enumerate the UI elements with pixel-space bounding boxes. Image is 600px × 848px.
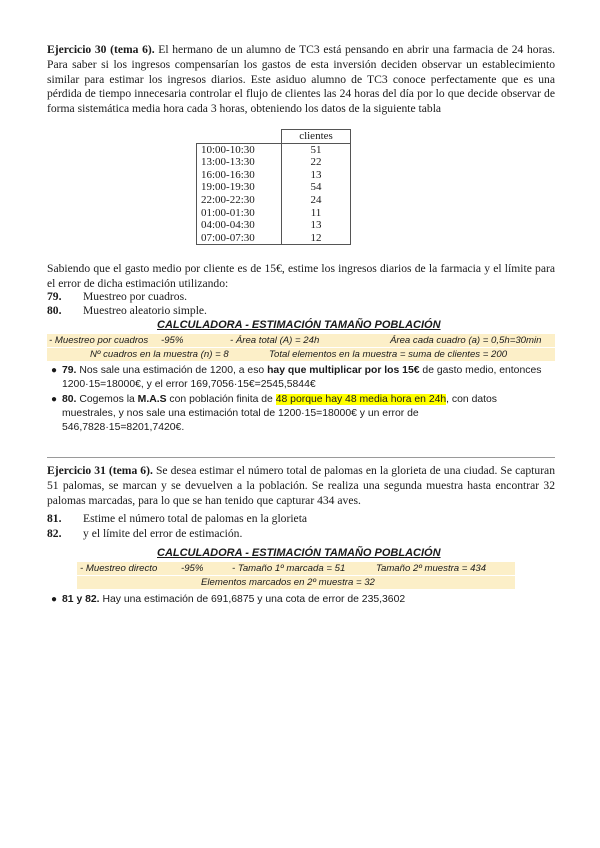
exercise-30-text: El hermano de un alumno de TC3 está pensando en abrir una farmacia de 24 horas. Para saber si los ingresos compensarían los gastos de esta inversión deciden observar un establecimiento similar para estimar los ingresos diarios. Este asiduo alumno de TC3 conoce perfectamente que es una pérdida de tiempo innecesaria controlar el flujo de clientes las 24 horas del día por lo que decide observar de forma sistemática media hora cada 3 horas, obteniendo los datos de la siguiente tabla <box>47 43 555 116</box>
answer-81-82 <box>51 593 542 607</box>
time-cell: 16:00-16:30 <box>197 169 282 182</box>
calc-setting: Tamaño 2º muestra = 434 <box>376 563 487 574</box>
item-text: Estime el número total de palomas en la glorieta <box>83 512 308 525</box>
item-number: 81. <box>47 512 62 525</box>
value-cell: 22 <box>282 156 351 169</box>
time-cell: 10:00-10:30 <box>197 143 282 156</box>
answer-number: 81 y 82. <box>62 594 100 605</box>
time-cell: 01:00-01:30 <box>197 207 282 220</box>
exercise-31-heading: Ejercicio 31 (tema 6). <box>47 464 153 477</box>
bullet-icon: ● <box>51 365 58 376</box>
table-header-clientes: clientes <box>282 130 351 144</box>
list-item-82 <box>47 527 242 541</box>
time-cell: 22:00-22:30 <box>197 194 282 207</box>
bullet-icon: ● <box>51 594 58 605</box>
list-item-79 <box>47 290 187 304</box>
table-row <box>197 181 351 194</box>
exercise-31-statement <box>47 464 555 508</box>
value-cell: 11 <box>282 207 351 220</box>
calculator-title-31: CALCULADORA - ESTIMACIÓN TAMAÑO POBLACIÓN <box>157 547 441 559</box>
answer-80 <box>51 393 542 436</box>
calc-setting: Área cada cuadro (a) = 0,5h=30min <box>390 335 542 346</box>
answer-number: 80. <box>62 394 77 405</box>
value-cell: 13 <box>282 169 351 182</box>
calculator-settings-line-2 <box>77 576 515 589</box>
item-number: 82. <box>47 527 62 540</box>
time-cell: 13:00-13:30 <box>197 156 282 169</box>
answer-text: Cogemos la <box>76 394 138 405</box>
calc-setting: Nº cuadros en la muestra (n) = 8 <box>90 349 229 360</box>
calc-setting: - Área total (A) = 24h <box>230 335 320 346</box>
calc-setting: Elementos marcados en 2º muestra = 32 <box>201 577 375 588</box>
calculator-settings-line-1 <box>77 562 515 575</box>
list-item-81 <box>47 512 307 526</box>
value-cell: 54 <box>282 181 351 194</box>
table-row <box>197 169 351 182</box>
calc-setting: Total elementos en la muestra = suma de clientes = 200 <box>269 349 508 360</box>
clients-table <box>196 129 351 245</box>
answer-text: Hay una estimación de 691,6875 y una cota de error de 235,3602 <box>99 594 406 605</box>
item-text: Muestreo aleatorio simple. <box>83 304 207 317</box>
calc-setting: - Muestreo por cuadros <box>49 335 149 346</box>
bullet-icon: ● <box>51 394 58 405</box>
value-cell: 24 <box>282 194 351 207</box>
item-number: 79. <box>47 290 62 303</box>
table-row <box>197 207 351 220</box>
calc-setting: - Muestreo directo <box>80 563 158 574</box>
calculator-settings-line-2 <box>47 348 555 361</box>
answer-79 <box>51 364 542 392</box>
table-corner <box>197 130 282 144</box>
answer-text: Nos sale una estimación de 1200, a eso <box>76 365 268 376</box>
exercise-31-text: Se desea estimar el número total de palomas en la glorieta de una ciudad. Se capturan 51 palomas, se marcan y se devuelven a la población. Se realiza una segunda muestra hasta encontrar 32 palomas marcadas, para lo que se han tenido que capturar 434 aves. <box>47 464 555 507</box>
highlighted-text: 48 porque hay 48 media hora en 24h <box>275 394 447 405</box>
table-row <box>197 219 351 232</box>
table-row <box>197 194 351 207</box>
answer-number: 79. <box>62 365 77 376</box>
value-cell: 13 <box>282 219 351 232</box>
answer-text: con población finita de <box>166 394 276 405</box>
exercise-30-heading: Ejercicio 30 (tema 6). <box>47 43 155 56</box>
item-text: Muestreo por cuadros. <box>83 290 187 303</box>
calculator-settings-line-1 <box>47 334 555 347</box>
item-number: 80. <box>47 304 62 317</box>
item-text: y el límite del error de estimación. <box>83 527 243 540</box>
divider <box>47 457 555 458</box>
value-cell: 51 <box>282 143 351 156</box>
table-row <box>197 143 351 156</box>
calculator-title-30: CALCULADORA - ESTIMACIÓN TAMAÑO POBLACIÓN <box>157 319 441 331</box>
table-row <box>197 232 351 245</box>
time-cell: 19:00-19:30 <box>197 181 282 194</box>
list-item-80 <box>47 304 207 318</box>
value-cell: 12 <box>282 232 351 245</box>
exercise-30-statement <box>47 43 555 117</box>
calc-setting: -95% <box>161 335 184 346</box>
answer-emphasis: M.A.S <box>137 394 167 405</box>
exercise-30-question: Sabiendo que el gasto medio por cliente es de 15€, estime los ingresos diarios de la farmacia y el límite para el error de dicha estimación utilizando: <box>47 262 555 290</box>
time-cell: 07:00-07:30 <box>197 232 282 245</box>
calc-setting: - Tamaño 1º marcada = 51 <box>232 563 346 574</box>
time-cell: 04:00-04:30 <box>197 219 282 232</box>
answer-emphasis: hay que multiplicar por los 15€ <box>267 365 420 376</box>
answer-text: , con datos muestrales, y nos sale una estimación total de 1200·15=18000€ y un error de 546,7828·15=8201,7420€. <box>62 394 497 434</box>
table-row <box>197 156 351 169</box>
answer-text: de gasto medio, entonces 1200·15=18000€, y el error 169,7056·15€=2545,5844€ <box>62 365 542 391</box>
calc-setting: -95% <box>181 563 204 574</box>
